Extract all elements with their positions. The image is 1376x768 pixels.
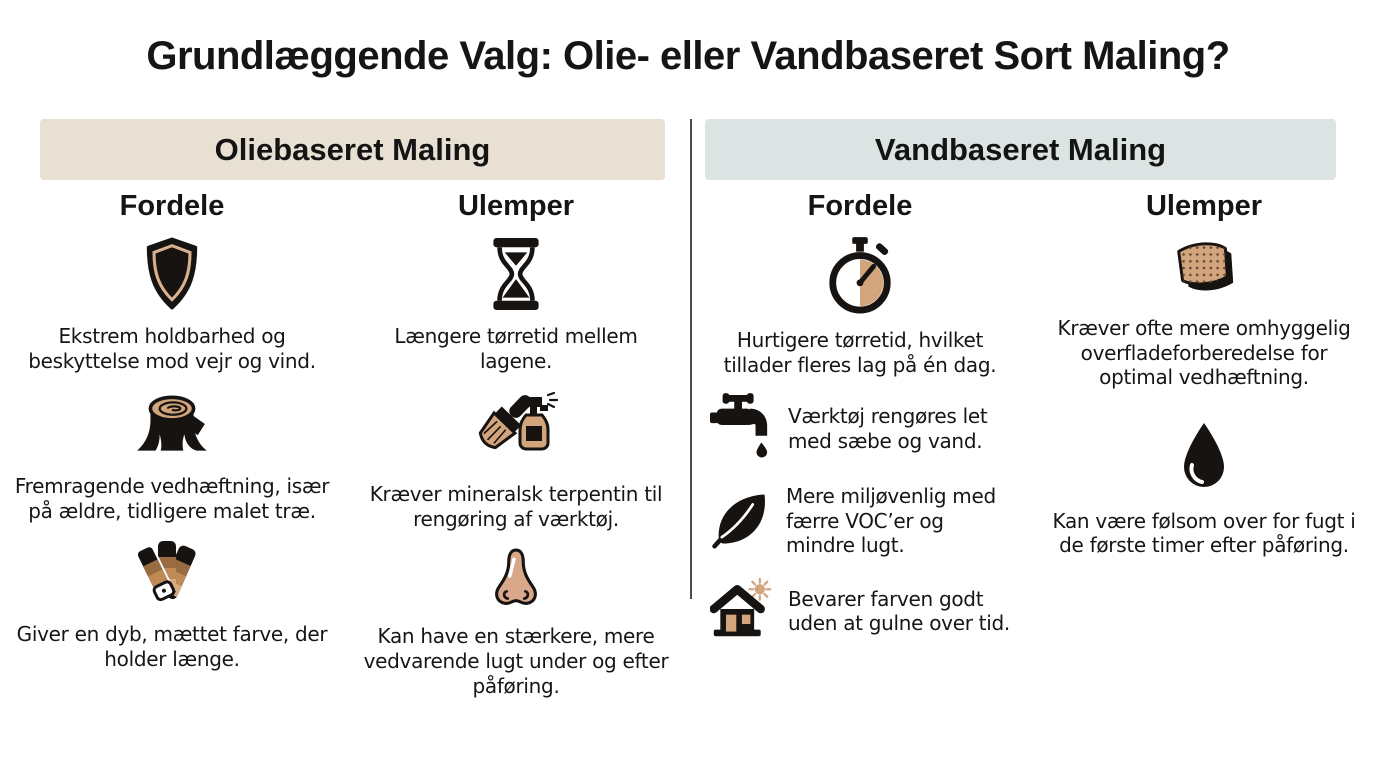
stopwatch-icon bbox=[824, 237, 896, 320]
water-drop-icon bbox=[1175, 420, 1233, 501]
water-cons-column bbox=[1032, 190, 1376, 665]
faucet-icon bbox=[710, 393, 772, 464]
oil-pros-column bbox=[0, 190, 344, 714]
item-text: Længere tørretid mellem lagene. bbox=[394, 324, 638, 373]
hourglass-icon bbox=[486, 237, 546, 316]
sandpaper-icon bbox=[1167, 237, 1241, 308]
list-item bbox=[358, 547, 674, 698]
oil-pros-label: Fordele bbox=[119, 190, 225, 222]
list-item bbox=[710, 578, 1010, 645]
list-item bbox=[710, 484, 1010, 558]
list-item bbox=[358, 237, 674, 373]
item-text: Fremragende vedhæftning, især på ældre, tidligere malet træ. bbox=[14, 474, 330, 523]
section-divider bbox=[690, 119, 692, 599]
oil-cons-column bbox=[344, 190, 688, 714]
oil-based-section bbox=[0, 119, 688, 714]
water-based-section bbox=[688, 119, 1376, 714]
list-item bbox=[14, 389, 330, 523]
water-columns bbox=[688, 190, 1376, 665]
list-item bbox=[14, 237, 330, 373]
color-swatches-icon bbox=[136, 539, 208, 614]
list-item bbox=[1046, 237, 1362, 390]
shield-icon bbox=[139, 237, 205, 316]
water-pros-label: Fordele bbox=[807, 190, 913, 222]
list-item bbox=[358, 389, 674, 531]
water-cons-label: Ulemper bbox=[1145, 190, 1263, 222]
list-item bbox=[1046, 420, 1362, 558]
item-text: Kan være følsom over for fugt i de første timer efter påføring. bbox=[1052, 508, 1356, 558]
brush-spray-icon bbox=[470, 389, 562, 474]
comparison-layout bbox=[0, 119, 1376, 714]
item-text: Kræver mineralsk terpentin til rengøring af værktøj. bbox=[369, 482, 663, 531]
item-text: Bevarer farven godt uden at gulne over tid. bbox=[788, 586, 1010, 636]
water-pros-column bbox=[688, 190, 1032, 665]
page-title: Grundlæggende Valg: Olie- eller Vandbaseret Sort Maling? bbox=[146, 34, 1230, 78]
nose-icon bbox=[487, 547, 545, 616]
item-text: Værktøj rengøres let med sæbe og vand. bbox=[788, 404, 988, 453]
leaf-icon bbox=[710, 489, 770, 554]
list-item bbox=[14, 539, 330, 671]
list-item bbox=[702, 237, 1018, 377]
list-item bbox=[710, 393, 1010, 464]
oil-columns bbox=[0, 190, 688, 714]
oil-cons-label: Ulemper bbox=[457, 190, 575, 222]
item-text: Hurtigere tørretid, hvilket tillader fleres lag på én dag. bbox=[723, 328, 997, 377]
house-sun-icon bbox=[710, 578, 772, 645]
item-text: Kræver ofte mere omhyggelig overfladeforberedelse for optimal vedhæftning. bbox=[1057, 316, 1351, 390]
item-text: Mere miljøvenlig med færre VOC’er og mindre lugt. bbox=[786, 484, 996, 558]
oil-section-header: Oliebaseret Maling bbox=[40, 119, 665, 180]
tree-stump-icon bbox=[133, 389, 211, 466]
water-section-header: Vandbaseret Maling bbox=[705, 119, 1336, 180]
item-text: Kan have en stærkere, mere vedvarende lugt under og efter påføring. bbox=[363, 624, 669, 698]
item-text: Giver en dyb, mættet farve, der holder længe. bbox=[16, 622, 328, 671]
item-text: Ekstrem holdbarhed og beskyttelse mod vejr og vind. bbox=[28, 324, 316, 373]
